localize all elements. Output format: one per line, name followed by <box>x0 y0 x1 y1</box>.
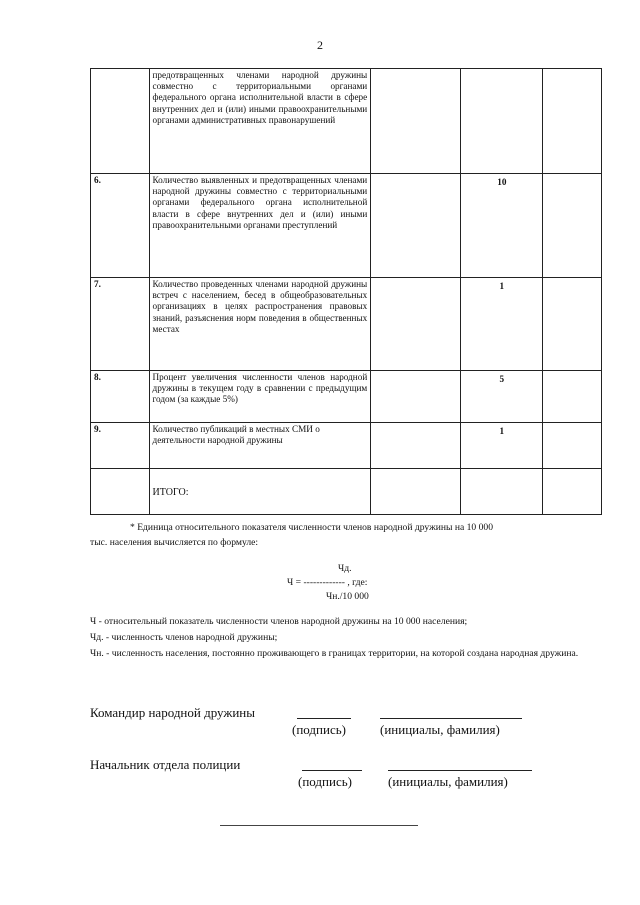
row-number: 8. <box>91 371 150 423</box>
legend-item: Ч - относительный показатель численности членов народной дружины на 10 000 населения; <box>90 616 468 627</box>
formula-numerator: Чд. <box>338 563 352 574</box>
row-number: 6. <box>91 174 150 278</box>
total-value-a <box>371 469 461 515</box>
row-value-c <box>543 278 602 371</box>
row-value-c <box>543 371 602 423</box>
signature-caption-commander: (подпись) <box>292 722 346 737</box>
closing-rule <box>220 825 418 826</box>
name-line-police-chief <box>388 770 532 771</box>
table-row <box>91 371 602 423</box>
footnote-line-2: тыс. населения вычисляется по формуле: <box>90 537 259 549</box>
row-value-a <box>371 69 461 174</box>
row-value-c <box>543 423 602 469</box>
table-row <box>91 278 602 371</box>
signature-title-commander: Командир народной дружины <box>90 705 255 720</box>
row-value-a <box>371 278 461 371</box>
row-value-b <box>461 69 543 174</box>
table-row <box>91 174 602 278</box>
row-value-a <box>371 371 461 423</box>
name-line-commander <box>380 718 522 719</box>
row-description: Количество проведенных членами народной дружины встреч с населением, бесед в общеобразовательных организациях в целях распространения правовых знаний, разъяснения норм поведения в общественных местах <box>149 278 371 371</box>
legend-item: Чн. - численность населения, постоянно проживающего в границах территории, на которой создана народная дружина. <box>90 647 579 659</box>
total-value-c <box>543 469 602 515</box>
row-description: Количество выявленных и предотвращенных членами народной дружины совместно с территориальными органами федерального органа исполнительной власти в сфере внутренних дел и (или) иными правоохранительными органами преступлений <box>149 174 371 278</box>
row-number: 7. <box>91 278 150 371</box>
signature-line-commander <box>297 718 351 719</box>
row-value-c <box>543 69 602 174</box>
name-caption-police-chief: (инициалы, фамилия) <box>388 774 508 789</box>
row-number <box>91 69 150 174</box>
row-value-b: 1 <box>461 278 543 371</box>
row-description: предотвращенных членами народной дружины совместно с территориальными органами федерального органа исполнительной власти в сфере внутренних дел и (или) иными правоохранительными органами административных правонарушений <box>149 69 371 174</box>
legend-item: Чд. - численность членов народной дружины; <box>90 631 278 643</box>
table-row <box>91 423 602 469</box>
signature-line-police-chief <box>302 770 362 771</box>
row-value-b: 5 <box>461 371 543 423</box>
total-label: ИТОГО: <box>149 469 371 515</box>
row-value-a <box>371 423 461 469</box>
row-description: Количество публикаций в местных СМИ о деятельности народной дружины <box>149 423 371 469</box>
table-row-total <box>91 469 602 515</box>
total-row-number <box>91 469 150 515</box>
row-value-a <box>371 174 461 278</box>
row-number: 9. <box>91 423 150 469</box>
page-number: 2 <box>317 38 323 52</box>
signature-caption-police-chief: (подпись) <box>298 774 352 789</box>
row-value-b: 10 <box>461 174 543 278</box>
row-description: Процент увеличения численности членов народной дружины в текущем году в сравнении с предыдущим годом (за каждые 5%) <box>149 371 371 423</box>
table-row <box>91 69 602 174</box>
formula-expression: Ч = ------------- , где: <box>287 577 368 588</box>
indicators-table <box>90 68 602 515</box>
footnote <box>90 520 600 551</box>
total-value-b <box>461 469 543 515</box>
footnote-line-1: * Единица относительного показателя численности членов народной дружины на 10 000 <box>130 522 494 533</box>
name-caption-commander: (инициалы, фамилия) <box>380 722 500 737</box>
row-value-b: 1 <box>461 423 543 469</box>
signature-title-police-chief: Начальник отдела полиции <box>90 757 241 772</box>
row-value-c <box>543 174 602 278</box>
formula-denominator: Чн./10 000 <box>326 591 369 602</box>
formula-legend <box>90 615 600 663</box>
